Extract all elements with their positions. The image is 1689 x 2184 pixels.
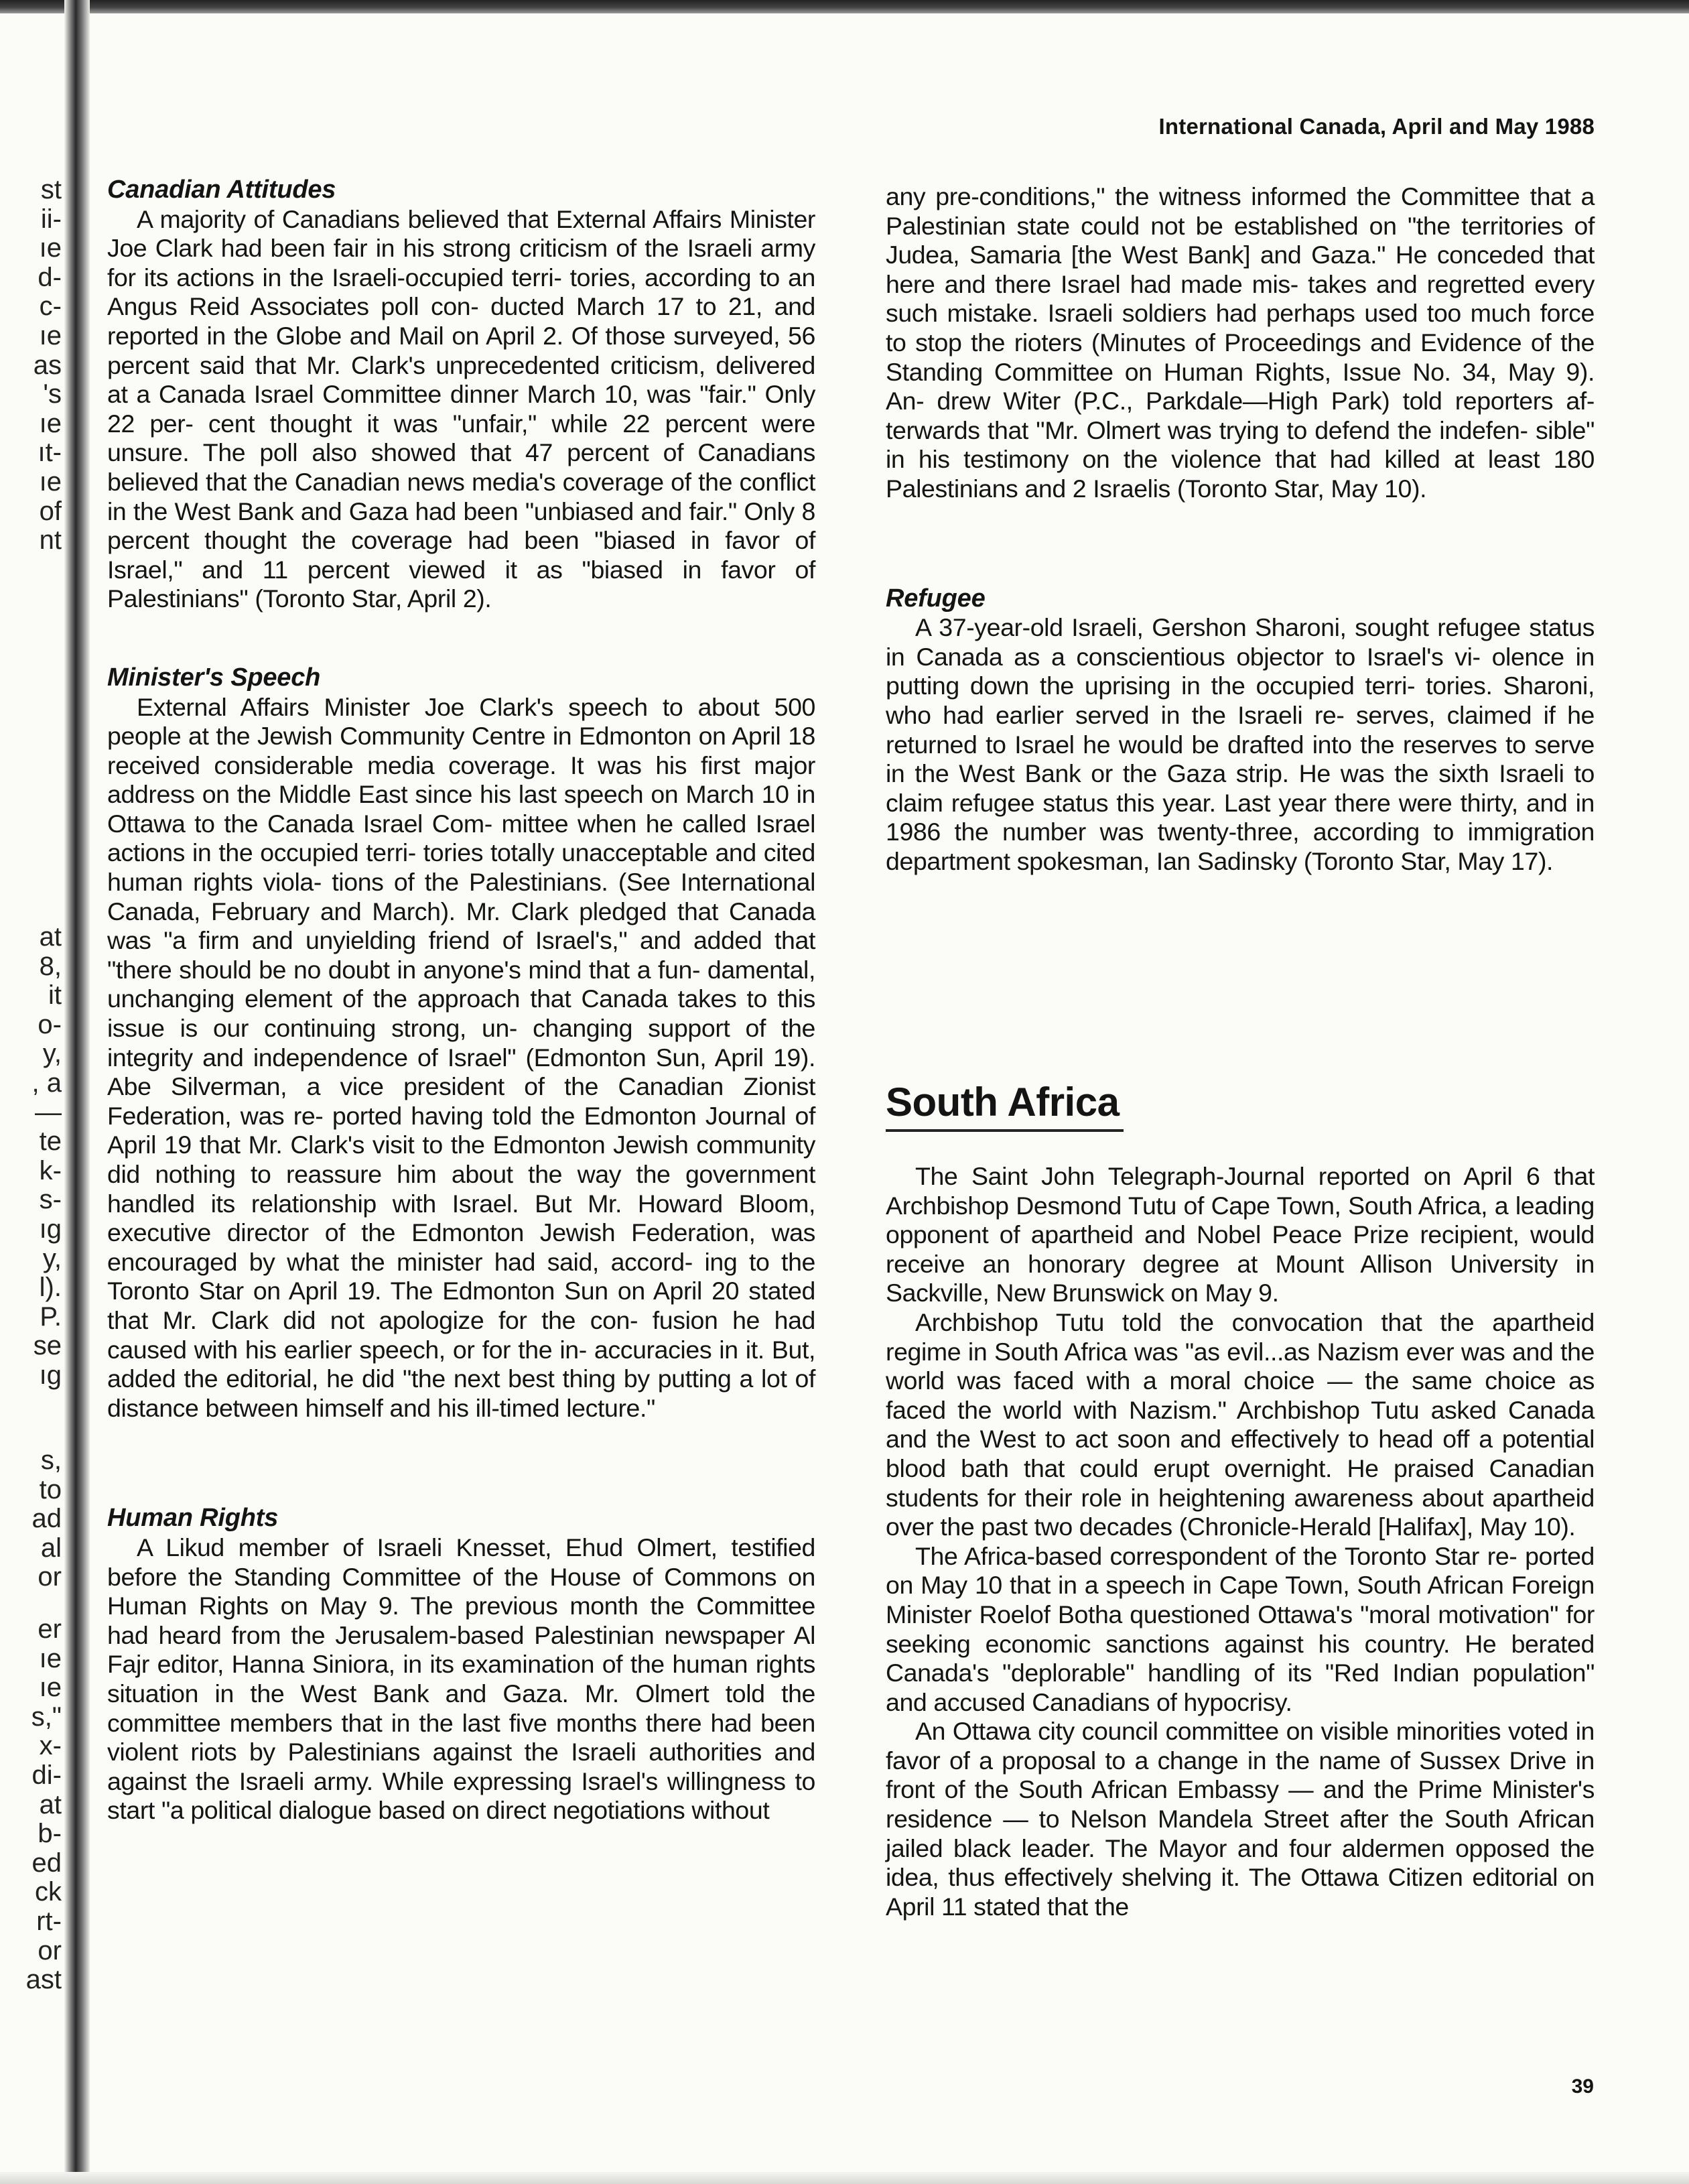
section-ministers-speech <box>107 663 815 1423</box>
fragment: ed <box>31 1848 62 1878</box>
fragment: ck <box>35 1878 62 1907</box>
fragment: ıe <box>39 1644 62 1673</box>
fragment: to <box>39 1475 62 1504</box>
section-heading: Canadian Attitudes <box>107 176 336 204</box>
fragment: of <box>39 497 62 526</box>
fragment: as <box>33 350 62 380</box>
paragraph: Archbishop Tutu told the convocation that the apartheid regime in South Africa was "as evil...as Nazism ever was and the world was faced with a moral choice — the same choice as faced the world with Nazism." Archbishop Tutu asked Canada and the West to act soon and effectively to head off a potential blood bath that could erupt overnight. He praised Canadian students for their role in heightening awareness about apartheid over the past two decades (Chronicle-Herald [Halifax], May 10). <box>886 1307 1595 1541</box>
fragment: or <box>38 1936 62 1966</box>
fragment: ıg <box>39 1214 62 1244</box>
page-number: 39 <box>1571 2075 1594 2098</box>
fragment: l). <box>39 1273 62 1303</box>
section-heading: Refugee <box>886 584 986 613</box>
facing-page-fragment-3 <box>0 1446 62 1592</box>
fragment: P. <box>40 1302 62 1332</box>
fragment: ıe <box>39 1673 62 1703</box>
fragment: y, <box>42 1244 62 1273</box>
running-head: International Canada, April and May 1988 <box>1158 114 1595 139</box>
paragraph: External Affairs Minister Joe Clark's speech to about 500 people at the Jewish Community Centre in Edmonton on April 18 received considerable media coverage. It was his first major address on the Middle East since his last speech on March 10 in Ottawa to the Canada Israel Com- mittee when he called Israel actions in the occupied terri- tories totally unacceptable and cited human rights viola- tions of the Palestinians. (See International Canada, February and March). Mr. Clark pledged that Canada was "a firm and unyielding friend of Israel's," and added that "there should be no doubt in anyone's mind that a fun- damental, unchanging element of the approach that Canada takes to this issue is our continuing strong, un- changing support of the integrity and independence of Israel" (Edmonton Sun, April 19). Abe Silverman, a vice president of the Canadian Zionist Federation, was re- ported having told the Edmonton Journal of April 19 that Mr. Clark's visit to the Edmonton Jewish community did nothing to reassure him about the way the government handled its relationship with Israel. But Mr. Howard Bloom, executive director of the Edmonton Jewish Federation, was encouraged by what the minister had said, accord- ing to the Toronto Star on April 19. The Edmonton Sun on April 20 stated that Mr. Clark did not apologize for the con- fusion he had caused with his earlier speech, or for the in- accuracies in it. But, added the editorial, he did "the next best thing by putting a lot of distance between himself and his ill-timed lecture." <box>107 692 815 1422</box>
section-canadian-attitudes <box>107 176 815 614</box>
fragment: b- <box>38 1819 62 1849</box>
scan-top-edge <box>0 0 1689 13</box>
facing-page-fragment-4 <box>0 1615 62 1995</box>
section-refugee <box>886 584 1595 877</box>
fragment: s, <box>40 1446 62 1475</box>
fragment: 's <box>43 380 62 409</box>
book-gutter <box>64 0 90 2184</box>
fragment: nt <box>39 526 62 556</box>
fragment: d- <box>38 263 62 292</box>
fragment: s- <box>39 1185 62 1215</box>
paragraph: A majority of Canadians believed that External Affairs Minister Joe Clark had been fair in his strong criticism of the Israeli army for its actions in the Israeli-occupied terri- tories, according to an Angus Reid Associates poll con- ducted March 17 to 21, and reported in the Globe and Mail on April 2. Of those surveyed, 56 percent said that Mr. Clark's unprecedented criticism, delivered at a Canada Israel Committee dinner March 10, was "fair." Only 22 per- cent thought it was "unfair," while 22 percent were unsure. The poll also showed that 47 percent of Canadians believed that the Canadian news media's coverage of the conflict in the West Bank and Gaza had been "unbiased and fair." Only 8 percent thought the coverage had been "biased in favor of Israel," and 11 percent viewed it as "biased in favor of Palestinians" (Toronto Star, April 2). <box>107 204 815 613</box>
section-heading: Minister's Speech <box>107 663 321 692</box>
fragment: ıe <box>39 409 62 438</box>
paragraph: A Likud member of Israeli Knesset, Ehud Olmert, testified before the Standing Committee of the House of Commons on Human Rights on May 9. The previous month the Committee had heard from the Jerusalem-based Palestinian newspaper Al Fajr editor, Hanna Siniora, in its examination of the human rights situation in the West Bank and Gaza. Mr. Olmert told the committee members that in the last five months there had been violent riots by Palestinians against the Israeli authorities and against the Israeli army. While expressing Israel's willingness to start "a political dialogue based on direct negotiations without <box>107 1533 815 1825</box>
fragment: at <box>39 923 62 952</box>
paragraph: A 37-year-old Israeli, Gershon Sharoni, sought refugee status in Canada as a conscientious objector to Israel's vi- olence in putting down the uprising in the occupied terri- tories. Sharoni, who had earlier served in the Israeli re- serves, claimed if he returned to Israel he would be drafted into the reserves to serve in the West Bank or the Gaza strip. He was the sixth Israeli to claim refugee status this year. Last year there were thirty, and in 1986 the number was twenty-three, according to immigration department spokesman, Ian Sadinsky (Toronto Star, May 17). <box>886 613 1595 875</box>
fragment: ıg <box>39 1360 62 1390</box>
fragment: or <box>38 1563 62 1592</box>
fragment: di- <box>31 1760 62 1790</box>
fragment: it <box>48 981 62 1011</box>
fragment: al <box>40 1533 62 1563</box>
fragment: ıe <box>39 467 62 497</box>
country-heading: South Africa <box>886 1080 1120 1125</box>
fragment <box>0 1391 62 1420</box>
fragment: , a <box>31 1068 62 1098</box>
facing-page-fragment-2 <box>0 923 62 1419</box>
paragraph: An Ottawa city council committee on visible minorities voted in favor of a proposal to a change in the name of Sussex Drive in front of the South African Embassy — and the Prime Minister's residence — to Nelson Mandela Street after the South African jailed black leader. The Mayor and four aldermen opposed the idea, thus effectively shelving it. The Ottawa Citizen editorial on April 11 stated that the <box>886 1717 1595 1921</box>
fragment: er <box>38 1615 62 1644</box>
facing-page-fragment-1 <box>0 176 62 556</box>
fragment: y, <box>42 1039 62 1069</box>
fragment: st <box>40 176 62 204</box>
scan-bottom-edge <box>0 2172 1689 2184</box>
paragraph: The Africa-based correspondent of the Toronto Star re- ported on May 10 that in a speech in Cape Town, South African Foreign Minister Roelof Botha questioned Ottawa's "moral motivation" for seeking economic sanctions against his country. He berated Canada's "deplorable" handling of its "Red Indian population" and accused Canadians of hypocrisy. <box>886 1541 1595 1716</box>
paragraph: The Saint John Telegraph-Journal reported on April 6 that Archbishop Desmond Tutu of Cape Town, South Africa, a leading opponent of apartheid and Nobel Peace Prize recipient, would receive an honorary degree at Mount Allison University in Sackville, New Brunswick on May 9. <box>886 1162 1595 1307</box>
fragment: at <box>39 1790 62 1819</box>
section-human-rights <box>107 1504 815 1825</box>
fragment: o- <box>38 1010 62 1039</box>
left-column <box>107 176 815 1825</box>
fragment: ıt- <box>38 438 62 468</box>
fragment: ad <box>31 1504 62 1534</box>
fragment: ii- <box>40 204 62 234</box>
right-column-top <box>886 182 1595 876</box>
fragment: ıe <box>39 321 62 350</box>
fragment: te <box>39 1127 62 1157</box>
fragment: rt- <box>36 1907 62 1936</box>
fragment: s," <box>31 1702 62 1732</box>
right-column-bottom <box>886 1162 1595 1921</box>
fragment: — <box>35 1098 62 1127</box>
fragment: se <box>33 1332 62 1361</box>
paragraph-continuation: any pre-conditions," the witness informed the Committee that a Palestinian state could not be established on "the territories of Judea, Samaria [the West Bank] and Gaza." He conceded that here and there Israel had made mis- takes and regretted every such mistake. Israeli soldiers had perhaps used too much force to stop the rioters (Minutes of Proceedings and Evidence of the Standing Committee on Human Rights, Issue No. 34, May 9). An- drew Witer (P.C., Parkdale—High Park) told reporters af- terwards that "Mr. Olmert was trying to defend the indefen- sible" in his testimony on the violence that had killed at least 180 Palestinians and 2 Israelis (Toronto Star, May 10). <box>886 182 1595 503</box>
heading-underline <box>886 1129 1124 1132</box>
fragment: c- <box>39 292 62 322</box>
fragment: 8, <box>39 952 62 981</box>
fragment: k- <box>39 1156 62 1185</box>
fragment: ıe <box>39 234 62 263</box>
fragment: x- <box>39 1732 62 1761</box>
fragment: ast <box>25 1966 62 1995</box>
section-heading: Human Rights <box>107 1504 279 1533</box>
